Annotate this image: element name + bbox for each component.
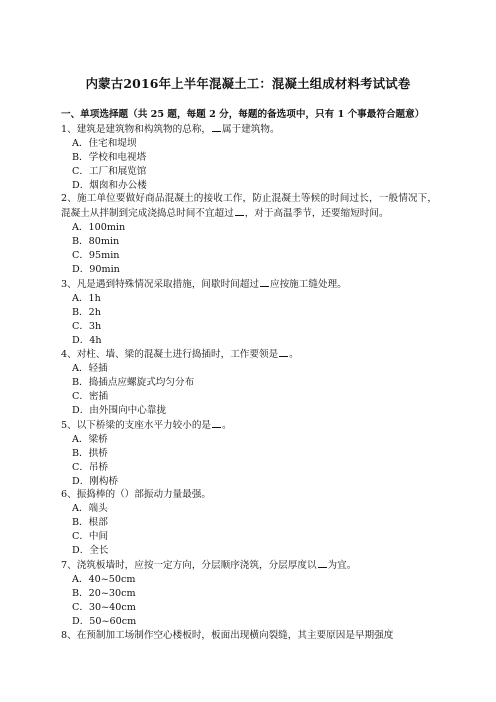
answer-option: D．烟囱和办公楼	[72, 179, 147, 191]
question-stem	[61, 277, 437, 292]
answer-option: A．住宅和堤坝	[72, 137, 137, 149]
answer-blank	[279, 347, 288, 357]
answer-option: A．1h	[72, 292, 101, 304]
answer-option: D．刚构桥	[72, 475, 119, 487]
document-body	[61, 108, 437, 642]
answer-option: B．拱桥	[72, 447, 108, 459]
question-text-tail: ，对于高温季节，还要缩短时间。	[244, 208, 389, 220]
answer-option: B．80min	[72, 236, 120, 248]
answer-option: C．密插	[72, 391, 109, 403]
question-text-tail: 。	[289, 349, 299, 361]
question-text: 5、以下桥梁的支座水平力较小的是	[61, 419, 212, 431]
answer-option: C．95min	[72, 250, 120, 262]
answer-blank	[235, 206, 244, 216]
question-block	[61, 347, 437, 418]
question-stem	[61, 558, 437, 573]
document-title: 内蒙古2016年上半年混凝土工：混凝土组成材料考试试卷	[85, 76, 411, 91]
question-stem	[61, 418, 437, 433]
answer-option: A．端头	[72, 503, 108, 515]
question-text: 4、对柱、墙、梁的混凝土进行捣插时，工作要领是	[61, 349, 279, 361]
question-list	[61, 122, 437, 643]
answer-option: D．4h	[72, 334, 102, 346]
answer-blank	[212, 418, 221, 428]
question-block	[61, 629, 437, 643]
answer-blank	[212, 122, 221, 132]
question-text-tail: 应按施工缝处理。	[269, 278, 347, 290]
answer-option: A．100min	[72, 222, 126, 234]
answer-option: B．学校和电视塔	[72, 151, 147, 163]
answer-option: B．根部	[72, 517, 108, 529]
answer-option: D．全长	[72, 545, 109, 557]
answer-option: D．由外围向中心靠拢	[72, 405, 167, 417]
answer-option: A．轻插	[72, 363, 108, 375]
question-text: 3、凡是遇到特殊情况采取措施，间歇时间超过	[61, 278, 259, 290]
question-text: 6、振捣棒的（）部振动力量最强。	[61, 489, 212, 501]
answer-option: A．40~50cm	[72, 573, 136, 585]
question-text: 2、施工单位要做好商品混凝土的接收工作，防止混凝土等候的时间过长，一般情况下，混凝土从拌制到完成浇捣总时间不宜超过	[61, 193, 437, 220]
question-text-tail: 属于建筑物。	[222, 123, 280, 135]
question-text: 1、建筑是建筑物和构筑物的总称，	[61, 123, 212, 135]
question-text: 8、在预制加工场制作空心楼板时，板面出现横向裂缝，其主要原因是早期强度	[61, 629, 394, 641]
question-stem	[61, 122, 437, 137]
question-block	[61, 192, 437, 276]
answer-option: D．50~60cm	[72, 615, 137, 627]
answer-option: C．3h	[72, 320, 102, 332]
question-block	[61, 122, 437, 193]
question-text-tail: 。	[222, 419, 232, 431]
question-block	[61, 558, 437, 629]
question-stem	[61, 347, 437, 362]
answer-blank	[260, 277, 269, 287]
question-text: 7、浇筑板墙时，应按一定方向，分层顺序浇筑，分层厚度以	[61, 560, 317, 571]
answer-blank	[318, 558, 327, 568]
question-stem	[61, 629, 437, 643]
answer-option: C．30~40cm	[72, 601, 136, 613]
answer-option: C．中间	[72, 531, 109, 543]
question-block	[61, 488, 437, 558]
answer-option: B．捣插点应螺旋式均匀分布	[72, 377, 195, 389]
question-block	[61, 418, 437, 489]
answer-option: B．20~30cm	[72, 587, 136, 599]
answer-option: B．2h	[72, 306, 101, 318]
question-text-tail: 为宜。	[327, 560, 357, 571]
answer-option: A．梁桥	[72, 433, 108, 445]
question-stem	[61, 192, 437, 221]
question-block	[61, 277, 437, 348]
section-heading: 一、单项选择题（共 25 题，每题 2 分，每题的备选项中，只有 1 个事最符合题意）	[61, 109, 425, 120]
answer-option: D．90min	[72, 263, 120, 275]
answer-option: C．吊桥	[72, 461, 109, 473]
answer-option: C．工厂和展览馆	[72, 165, 147, 177]
question-stem	[61, 488, 437, 502]
